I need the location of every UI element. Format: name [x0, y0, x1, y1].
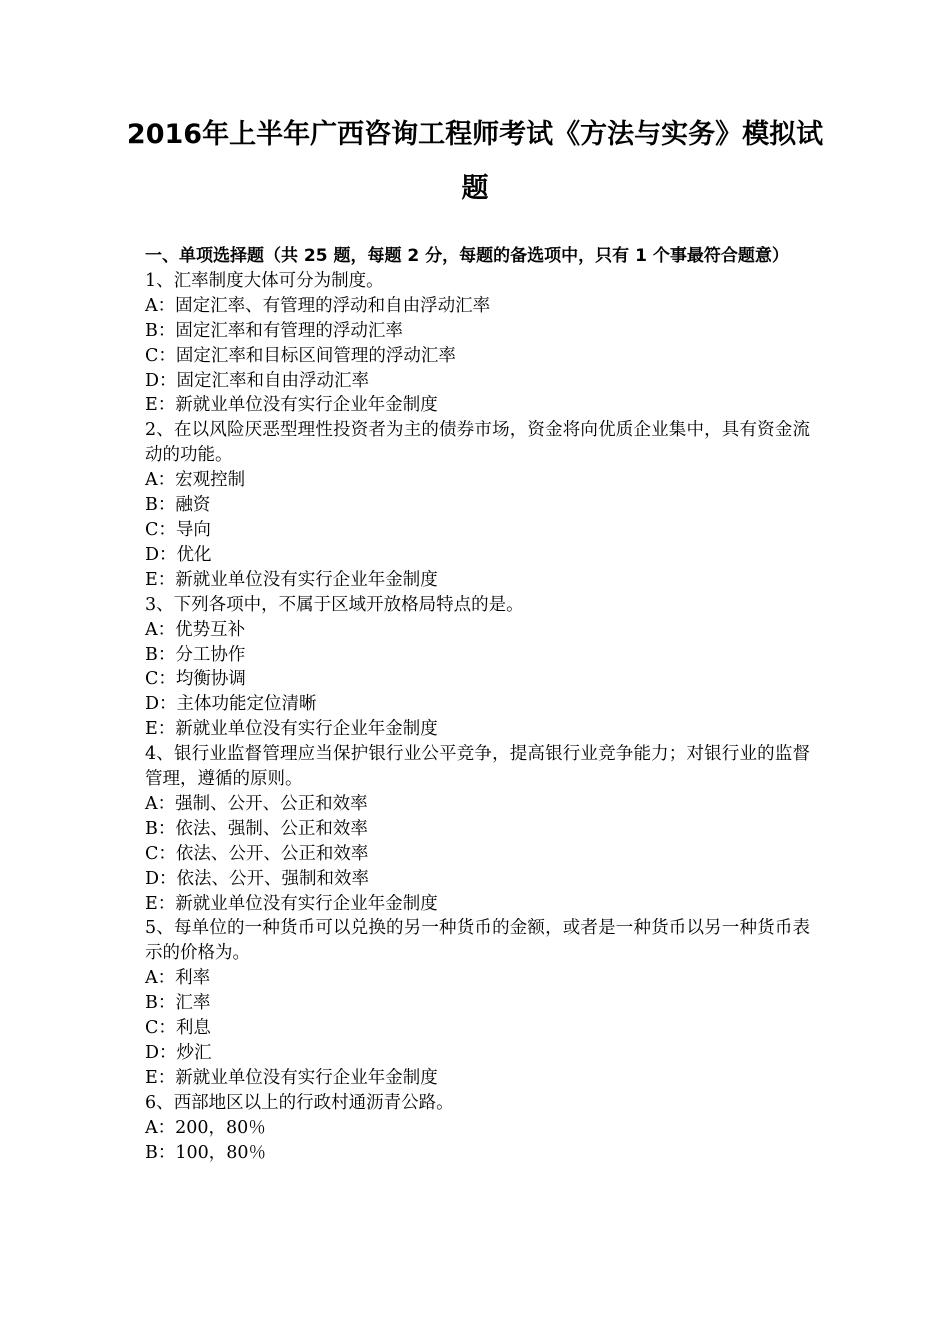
option-a: A：200，80％ [145, 1117, 266, 1138]
option-a: A：强制、公开、公正和效率 [145, 793, 368, 814]
option-e: E：新就业单位没有实行企业年金制度 [145, 1067, 438, 1088]
option-b: B：100，80％ [145, 1142, 267, 1163]
question-2 [145, 418, 810, 592]
section-heading: 一、单项选择题（共 25 题，每题 2 分，每题的备选项中，只有 1 个事最符合题意） [145, 246, 789, 266]
option-a: A：优势互补 [145, 619, 246, 640]
option-b: B：汇率 [145, 993, 211, 1014]
option-c: C：导向 [145, 519, 211, 540]
question-stem: 1、汇率制度大体可分为制度。 [145, 270, 384, 291]
option-c: C：依法、公开、公正和效率 [145, 843, 369, 864]
question-5 [145, 916, 810, 1090]
question-6 [145, 1091, 810, 1166]
question-stem: 4、银行业监督管理应当保护银行业公平竞争，提高银行业竞争能力；对银行业的监督管理，遵循的原则。 [145, 744, 810, 790]
option-e: E：新就业单位没有实行企业年金制度 [145, 395, 438, 416]
option-d: D：主体功能定位清晰 [145, 694, 317, 715]
option-b: B：融资 [145, 495, 211, 516]
question-1 [145, 269, 810, 418]
option-e: E：新就业单位没有实行企业年金制度 [145, 719, 438, 740]
question-stem: 5、每单位的一种货币可以兑换的另一种货币的金额，或者是一种货币以另一种货币表示的价格为。 [145, 918, 810, 964]
option-a: A：利率 [145, 968, 211, 989]
option-c: C：利息 [145, 1018, 211, 1039]
question-4 [145, 742, 810, 916]
option-b: B：依法、强制、公正和效率 [145, 818, 368, 839]
option-b: B：分工协作 [145, 644, 246, 665]
option-c: C：固定汇率和目标区间管理的浮动汇率 [145, 345, 456, 366]
option-b: B：固定汇率和有管理的浮动汇率 [145, 320, 403, 341]
option-d: D：固定汇率和自由浮动汇率 [145, 370, 370, 391]
question-stem: 6、西部地区以上的行政村通沥青公路。 [145, 1092, 454, 1113]
question-stem: 2、在以风险厌恶型理性投资者为主的债券市场，资金将向优质企业集中，具有资金流动的功能。 [145, 420, 810, 466]
option-d: D：优化 [145, 544, 212, 565]
document-title: 2016年上半年广西咨询工程师考试《方法与实务》模拟试题 [126, 119, 824, 204]
option-e: E：新就业单位没有实行企业年金制度 [145, 569, 438, 590]
question-3 [145, 593, 810, 742]
question-stem: 3、下列各项中，不属于区域开放格局特点的是。 [145, 594, 524, 615]
option-a: A：宏观控制 [145, 470, 246, 491]
document-body [145, 244, 810, 1166]
option-e: E：新就业单位没有实行企业年金制度 [145, 893, 438, 914]
option-d: D：炒汇 [145, 1043, 212, 1063]
option-c: C：均衡协调 [145, 669, 246, 690]
option-d: D：依法、公开、强制和效率 [145, 868, 370, 889]
option-a: A：固定汇率、有管理的浮动和自由浮动汇率 [145, 295, 491, 316]
